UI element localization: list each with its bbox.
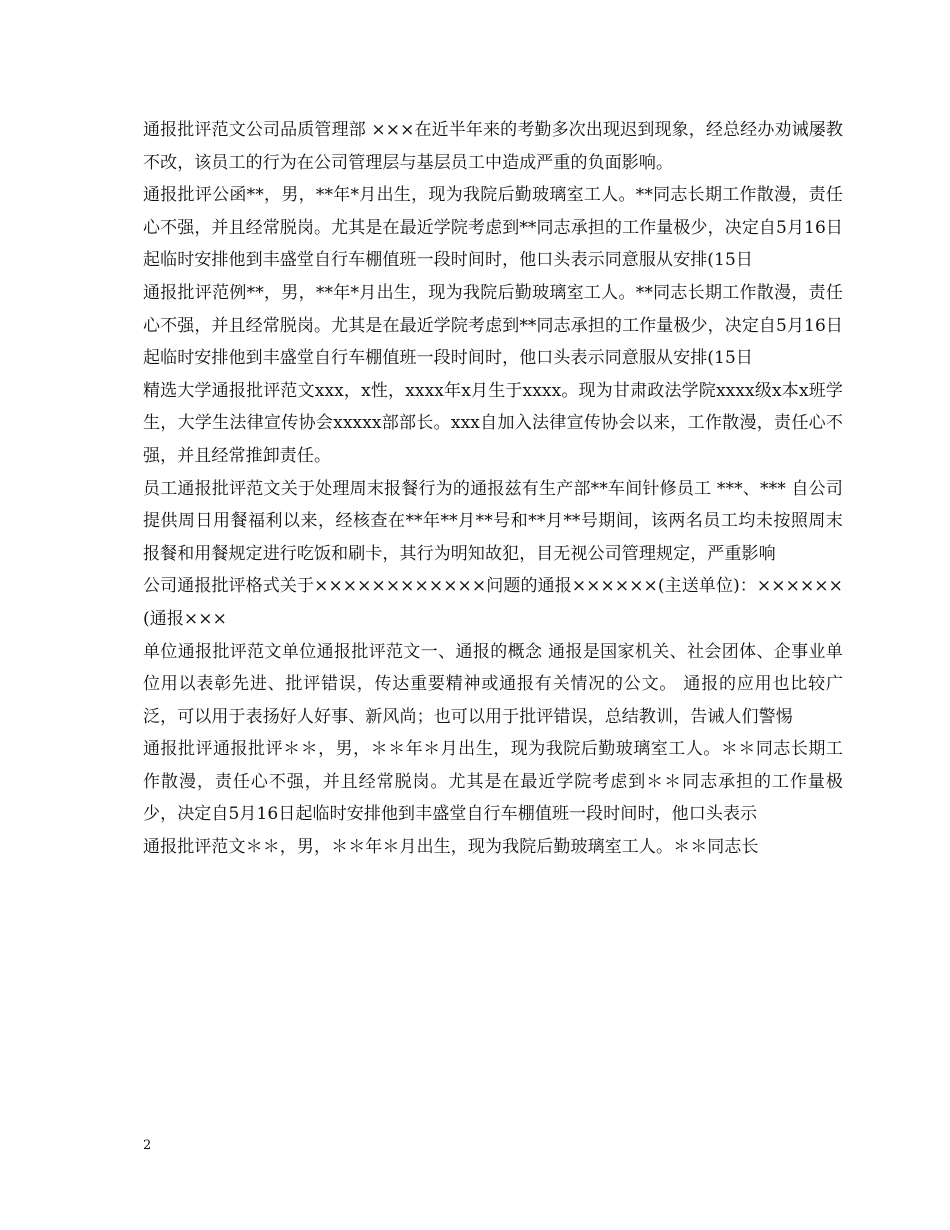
paragraph-unit-notice: 单位通报批评范文单位通报批评范文一、通报的概念 通报是国家机关、社会团体、企事业单位用以表彰先进、批评错误，传达重要精神或通报有关情况的公文。 通报的应用也比较广泛，可以用于表扬好人好事、新风尚；也可以用于批评错误，总结教训，告诫人们警惕 <box>143 641 843 727</box>
paragraph-university: 精选大学通报批评范文xxx，x性，xxxx年x月生于xxxx。现为甘肃政法学院xxxx级x本x班学生，大学生法律宣传协会xxxxx部部长。xxx自加入法律宣传协会以来，工作散漫，责任心不强，并且经常推卸责任。 <box>143 380 843 466</box>
paragraph-company-quality-dept: 通报批评范文公司品质管理部 ×××在近半年来的考勤多次出现迟到现象，经总经办劝诫屡教不改，该员工的行为在公司管理层与基层员工中造成严重的负面影响。 <box>143 120 843 173</box>
document-body <box>143 114 843 864</box>
paragraph-example: 通报批评范例**，男，**年*月出生，现为我院后勤玻璃室工人。**同志长期工作散漫，责任心不强，并且经常脱岗。尤其是在最近学院考虑到**同志承担的工作量极少，决定自5月16日起临时安排他到丰盛堂自行车棚值班一段时间时，他口头表示同意服从安排(15日 <box>143 282 843 369</box>
paragraph-official-letter: 通报批评公函**，男，**年*月出生，现为我院后勤玻璃室工人。**同志长期工作散漫，责任心不强，并且经常脱岗。尤其是在最近学院考虑到**同志承担的工作量极少，决定自5月16日起临时安排他到丰盛堂自行车棚值班一段时间时，他口头表示同意服从安排(15日 <box>143 185 843 271</box>
page-number: 2 <box>143 1138 152 1153</box>
paragraph-employee-meal: 员工通报批评范文关于处理周末报餐行为的通报兹有生产部**车间针修员工 ***、*** 自公司提供周日用餐福利以来，经核查在**年**月**号和**月**号期间，该两名员工均未按照周末报餐和用餐规定进行吃饭和刷卡，其行为明知故犯，目无视公司管理规定，严重影响 <box>143 478 843 564</box>
paragraph-notice-criticism: 通报批评通报批评＊＊，男，＊＊年＊月出生，现为我院后勤玻璃室工人。＊＊同志长期工作散漫，责任心不强，并且经常脱岗。尤其是在最近学院考虑到＊＊同志承担的工作量极少，决定自5月16日起临时安排他到丰盛堂自行车棚值班一段时间时，他口头表示 <box>143 739 843 825</box>
paragraph-company-format: 公司通报批评格式关于××××××××××××问题的通报××××××(主送单位)：××××××(通报××× <box>143 576 843 629</box>
paragraph-notice-sample: 通报批评范文＊＊，男，＊＊年＊月出生，现为我院后勤玻璃室工人。＊＊同志长 <box>143 837 759 858</box>
